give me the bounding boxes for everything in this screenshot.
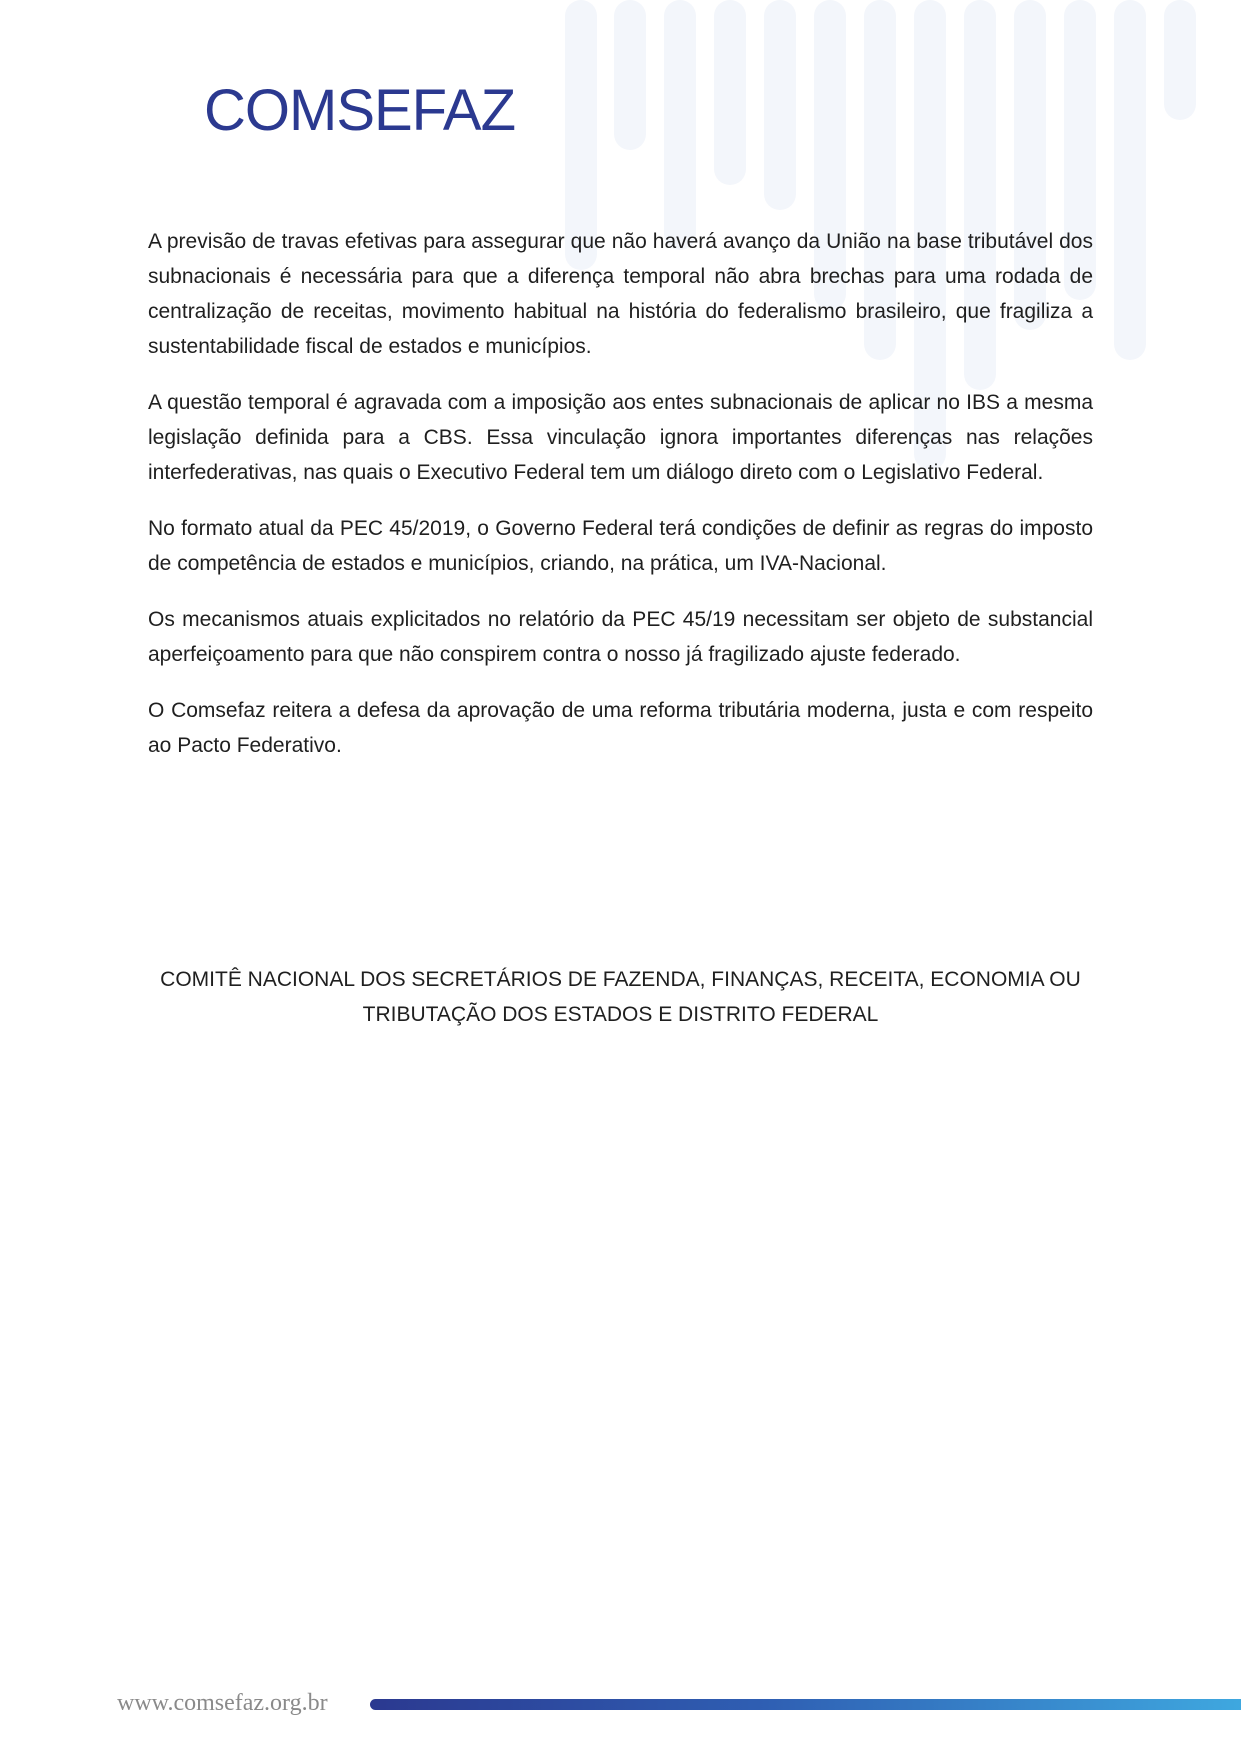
document-body xyxy=(148,224,1093,784)
logo-wordmark: COMSEFAZ xyxy=(204,78,516,143)
paragraph: O Comsefaz reitera a defesa da aprovação de uma reforma tributária moderna, justa e com respeito ao Pacto Federativo. xyxy=(148,699,1093,757)
signature-line-1: COMITÊ NACIONAL DOS SECRETÁRIOS DE FAZENDA, FINANÇAS, RECEITA, ECONOMIA OU xyxy=(160,968,1081,991)
logo-mark-icon xyxy=(76,54,196,184)
paragraph: A questão temporal é agravada com a imposição aos entes subnacionais de aplicar no IBS a mesma legislação definida para a CBS. Essa vinculação ignora importantes diferenças nas relações interfederativas, nas quais o Executivo Federal tem um diálogo direto com o Legislativo Federal. xyxy=(148,391,1093,484)
signature-block xyxy=(148,962,1093,1032)
signature-line-2: TRIBUTAÇÃO DOS ESTADOS E DISTRITO FEDERAL xyxy=(362,1003,879,1026)
footer-gradient-bar xyxy=(370,1699,1241,1710)
paragraph: No formato atual da PEC 45/2019, o Governo Federal terá condições de definir as regras do imposto de competência de estados e municípios, criando, na prática, um IVA-Nacional. xyxy=(148,517,1093,575)
footer-url[interactable]: www.comsefaz.org.br xyxy=(117,1690,328,1716)
paragraph: A previsão de travas efetivas para assegurar que não haverá avanço da União na base tributável dos subnacionais é necessária para que a diferença temporal não abra brechas para uma rodada de centralização de receitas, movimento habitual na história do federalismo brasileiro, que fragiliza a sustentabilidade fiscal de estados e municípios. xyxy=(148,230,1093,358)
paragraph: Os mecanismos atuais explicitados no relatório da PEC 45/19 necessitam ser objeto de substancial aperfeiçoamento para que não conspirem contra o nosso já fragilizado ajuste federado. xyxy=(148,608,1093,666)
comsefaz-logo xyxy=(76,54,516,184)
